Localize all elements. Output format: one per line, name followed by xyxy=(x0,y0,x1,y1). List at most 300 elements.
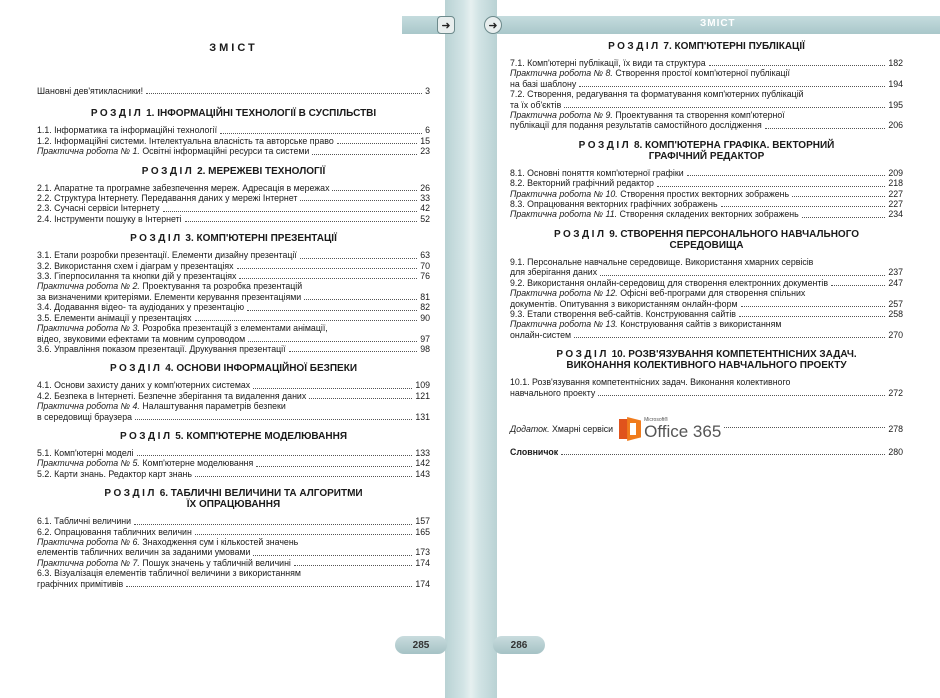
toc-entry[interactable] xyxy=(37,391,430,401)
entry-page: 143 xyxy=(415,468,430,479)
section-gap xyxy=(510,398,903,407)
entry-text: графічних примітивів xyxy=(37,578,124,589)
toc-entry[interactable] xyxy=(37,323,430,333)
entry-label xyxy=(37,313,192,323)
entry-text: 8.3. Опрацювання векторних графічних зображень xyxy=(510,199,718,210)
entry-text: публікації для подання результатів самостійного дослідження xyxy=(510,120,762,131)
entry-text: 1.2. Інформаційні системи. Інтелектуальна власність та авторське право xyxy=(37,135,334,146)
leader-dots xyxy=(579,86,885,87)
section-gap xyxy=(510,340,903,349)
entry-page: 26 xyxy=(420,182,430,193)
entry-text: 2.1. Апаратне та програмне забезпечення мереж. Адресація в мережах xyxy=(37,182,330,193)
entry-page: 227 xyxy=(888,199,903,210)
section-title xyxy=(510,140,903,162)
toc-entry[interactable] xyxy=(37,146,430,156)
leader-dots xyxy=(709,65,886,66)
entry-text: Пошук значень у табличній величині xyxy=(142,557,291,568)
toc-entry[interactable] xyxy=(37,401,430,411)
entry-page: 206 xyxy=(888,120,903,131)
entry-page: 82 xyxy=(420,302,430,313)
entry-text: 5.1. Комп'ютерні моделі xyxy=(37,447,134,458)
leader-dots xyxy=(195,534,412,535)
entry-page: 70 xyxy=(420,260,430,271)
entry-label xyxy=(510,388,595,398)
leader-dots xyxy=(598,395,885,396)
leader-dots xyxy=(802,217,886,218)
entry-label xyxy=(37,547,250,557)
section-gap xyxy=(37,224,430,233)
section-word: РОЗДІЛ xyxy=(90,108,144,120)
leader-dots xyxy=(332,190,417,191)
entry-text: для зберігання даних xyxy=(510,267,598,278)
entry-label xyxy=(37,203,160,213)
leader-dots xyxy=(253,555,412,556)
entry-prefix: Практична робота № 10. xyxy=(510,188,618,199)
leader-dots xyxy=(137,455,413,456)
office-icon xyxy=(619,417,641,441)
logo-office-text: Office 365 xyxy=(644,421,722,441)
entry-label xyxy=(37,568,301,578)
entry-page: 257 xyxy=(888,298,903,309)
toc-entry[interactable] xyxy=(37,558,430,568)
entry-prefix: Практична робота № 2. xyxy=(37,281,140,292)
leader-dots xyxy=(163,211,418,212)
entry-label xyxy=(37,146,309,156)
toc-entry[interactable] xyxy=(37,380,430,390)
toc-entry[interactable] xyxy=(37,537,430,547)
entry-page: 280 xyxy=(888,446,903,457)
entry-page: 76 xyxy=(420,271,430,282)
entry-label xyxy=(37,271,236,281)
toc-entry[interactable] xyxy=(37,516,430,526)
toc-entry[interactable] xyxy=(510,257,903,267)
section-gap xyxy=(37,479,430,488)
arrow-right-icon: ➜ xyxy=(488,19,498,32)
leader-dots xyxy=(337,143,417,144)
toc-entry[interactable] xyxy=(37,579,430,589)
leader-dots xyxy=(237,268,418,269)
entry-text: 3.4. Додавання відео- та аудіоданих у презентацію xyxy=(37,302,245,313)
entry-text: 6.2. Опрацювання табличних величин xyxy=(37,526,192,537)
entry-text: 2.3. Сучасні сервіси Інтернету xyxy=(37,203,160,214)
section-heading-line2: ЇХ ОПРАЦЮВАННЯ xyxy=(186,499,281,511)
leader-dots xyxy=(126,586,412,587)
entry-label xyxy=(510,89,804,99)
toc-entry[interactable] xyxy=(510,319,903,329)
leader-dots xyxy=(657,186,885,187)
section-title xyxy=(510,41,903,52)
toc-entry[interactable] xyxy=(37,86,430,96)
section-heading: 3. КОМП'ЮТЕРНІ ПРЕЗЕНТАЦІЇ xyxy=(185,233,337,245)
entry-page: 90 xyxy=(420,312,430,323)
toc-entry[interactable] xyxy=(510,377,903,387)
leader-dots xyxy=(220,133,422,134)
entry-prefix: Практична робота № 4. xyxy=(37,401,140,412)
entry-label xyxy=(510,309,736,319)
entry-page: 98 xyxy=(420,343,430,354)
toc-entry[interactable] xyxy=(37,125,430,135)
entry-label xyxy=(37,281,302,291)
leader-dots xyxy=(600,275,885,276)
entry-label xyxy=(37,302,244,312)
toc-entry[interactable] xyxy=(510,278,903,288)
entry-page: 97 xyxy=(420,333,430,344)
entry-page: 121 xyxy=(415,390,430,401)
entry-page: 194 xyxy=(888,78,903,89)
next-page-button[interactable] xyxy=(484,16,502,34)
section-gap xyxy=(37,422,430,431)
leader-dots xyxy=(146,93,422,94)
leader-dots xyxy=(135,419,412,420)
section-word: РОЗДІЛ xyxy=(109,363,163,375)
entry-text: Налаштування параметрів безпеки xyxy=(142,401,286,412)
entry-text: 7.1. Комп'ютерні публікації, їх види та структура xyxy=(510,58,706,68)
entry-page: 15 xyxy=(420,135,430,146)
entry-text: 6.1. Табличні величини xyxy=(37,516,132,527)
entry-text: навчального проекту xyxy=(510,387,596,398)
entry-page: 23 xyxy=(420,146,430,157)
toc-entry[interactable] xyxy=(510,299,903,309)
entry-text: 4.1. Основи захисту даних у комп'ютерних системах xyxy=(37,380,251,391)
section-word: РОЗДІЛ xyxy=(141,165,195,177)
entry-text: 3.5. Елементи анімації у презентаціях xyxy=(37,312,192,323)
toc-entry[interactable] xyxy=(510,68,903,78)
toc-entry[interactable] xyxy=(37,568,430,578)
entry-text: на базі шаблону xyxy=(510,78,577,89)
entry-text: елементів табличних величин за заданими умовами xyxy=(37,547,251,558)
right-sections xyxy=(510,41,903,407)
section-gap xyxy=(37,589,430,598)
entry-text: за визначеними критеріями. Елементи керування презентаціями xyxy=(37,291,302,302)
toc-entry[interactable] xyxy=(510,58,903,68)
entry-text: в середовищі браузера xyxy=(37,411,132,422)
toc-entry[interactable] xyxy=(510,79,903,89)
entry-label xyxy=(510,330,571,340)
header-title: ЗМІСТ xyxy=(700,18,736,29)
entry-label xyxy=(37,183,329,193)
entry-page: 42 xyxy=(420,203,430,214)
entry-label xyxy=(37,136,334,146)
entry-text: Конструювання сайтів з використанням xyxy=(620,319,782,330)
entry-label xyxy=(510,319,781,329)
toc-entry[interactable] xyxy=(37,448,430,458)
entry-label xyxy=(37,193,297,203)
toc-entry[interactable] xyxy=(510,178,903,188)
entry-label xyxy=(510,209,799,219)
entry-text: Знаходження сум і кількостей значень xyxy=(142,536,299,547)
toc-entry[interactable] xyxy=(510,209,903,219)
entry-page: 195 xyxy=(888,99,903,110)
section-heading: 5. КОМП'ЮТЕРНЕ МОДЕЛЮВАННЯ xyxy=(175,430,348,442)
entry-label xyxy=(510,120,762,130)
book-spine xyxy=(445,0,497,698)
entry-page: 258 xyxy=(888,308,903,319)
toc-entry[interactable] xyxy=(510,330,903,340)
entry-label xyxy=(37,469,192,479)
appendix-label xyxy=(510,424,613,434)
leader-dots xyxy=(564,107,885,108)
page-title: ЗМІСТ xyxy=(209,42,258,54)
toc-entry[interactable] xyxy=(37,183,430,193)
toc-entry[interactable] xyxy=(510,309,903,319)
toc-entry[interactable] xyxy=(510,199,903,209)
section-word: РОЗДІЛ xyxy=(553,228,607,240)
section-word: РОЗДІЛ xyxy=(119,430,173,442)
toc-entry[interactable] xyxy=(37,281,430,291)
leader-dots xyxy=(239,278,417,279)
entry-label xyxy=(37,516,131,526)
entry-prefix: Практична робота № 1. xyxy=(37,146,140,157)
toc-entry[interactable] xyxy=(510,267,903,277)
entry-text: Освітні інформаційні ресурси та системи xyxy=(142,146,310,157)
section-heading: 1. ІНФОРМАЦІЙНІ ТЕХНОЛОГІЇ В СУСПІЛЬСТВІ xyxy=(146,108,377,120)
entry-text: 3.1. Етапи розробки презентації. Елементи дизайну презентації xyxy=(37,250,297,261)
section-word: РОЗДІЛ xyxy=(130,233,183,245)
entry-prefix: Практична робота № 6. xyxy=(37,536,140,547)
office-365-logo xyxy=(619,417,721,441)
entry-label xyxy=(37,558,291,568)
entry-text: 2.2. Структура Інтернету. Передавання даних у мережі Інтернет xyxy=(37,193,298,204)
toc-entry[interactable] xyxy=(37,214,430,224)
entry-label xyxy=(37,344,286,354)
leader-dots xyxy=(765,128,886,129)
entry-prefix: Практична робота № 3. xyxy=(37,323,140,334)
entry-page: 173 xyxy=(415,547,430,558)
entry-page: 3 xyxy=(425,86,430,96)
entry-label xyxy=(510,189,789,199)
entry-page: 278 xyxy=(888,423,903,434)
leader-dots xyxy=(300,258,417,259)
section-title xyxy=(37,488,430,510)
leader-dots xyxy=(289,351,418,352)
section-heading-line2: ГРАФІЧНИЙ РЕДАКТОР xyxy=(648,150,765,162)
section-heading: 2. МЕРЕЖЕВІ ТЕХНОЛОГІЇ xyxy=(197,165,326,177)
toc-entry[interactable] xyxy=(510,120,903,130)
entry-text: 9.3. Етапи створення веб-сайтів. Конструювання сайтів xyxy=(510,308,736,319)
entry-text: 1.1. Інформатика та інформаційні технології xyxy=(37,125,218,136)
leader-dots xyxy=(721,206,886,207)
leader-dots xyxy=(741,306,886,307)
entry-text: документів. Опитування з використанням онлайн-форм xyxy=(510,298,738,309)
toc-entry[interactable] xyxy=(37,469,430,479)
appendix-prefix: Додаток. xyxy=(510,423,550,434)
leader-dots xyxy=(247,310,417,311)
entry-prefix: Практична робота № 8. xyxy=(510,68,613,79)
logo-microsoft-text: Microsoft® xyxy=(644,416,669,423)
page-number-right: 286 xyxy=(493,636,545,654)
toc-entry[interactable] xyxy=(37,547,430,557)
entry-text: 9.2. Використання онлайн-середовищ для створення електронних документів xyxy=(510,277,829,288)
entry-text: 9.1. Персональне навчальне середовище. Використання хмарних сервісів xyxy=(510,256,814,267)
toc-entry[interactable] xyxy=(510,189,903,199)
entry-text: 3.3. Гіперпосилання та кнопки дій у презентаціях xyxy=(37,271,237,282)
appendix-text: Хмарні сервіси xyxy=(552,423,614,434)
section-title xyxy=(37,108,430,119)
prev-page-button[interactable] xyxy=(437,16,455,34)
section-heading: 8. КОМП'ЮТЕРНА ГРАФІКА. ВЕКТОРНИЙ xyxy=(633,139,835,151)
entry-page: 234 xyxy=(888,209,903,220)
entry-page: 133 xyxy=(415,447,430,458)
toc-entry[interactable] xyxy=(37,313,430,323)
section-word: РОЗДІЛ xyxy=(556,349,609,361)
leader-dots xyxy=(134,524,412,525)
entry-page: 131 xyxy=(415,411,430,422)
entry-text: 5.2. Карти знань. Редактор карт знань xyxy=(37,468,192,479)
section-heading: 6. ТАБЛИЧНІ ВЕЛИЧИНИ ТА АЛГОРИТМИ xyxy=(159,488,363,500)
toc-entry[interactable] xyxy=(37,193,430,203)
toc-entry[interactable] xyxy=(510,110,903,120)
entry-label xyxy=(510,199,718,209)
entry-label xyxy=(37,250,297,260)
section-heading-line2: СЕРЕДОВИЩА xyxy=(669,239,744,251)
section-heading: 10. РОЗВ'ЯЗУВАННЯ КОМПЕТЕНТНІСНИХ ЗАДАЧ. xyxy=(611,349,857,361)
entry-label xyxy=(510,299,738,309)
leader-dots xyxy=(253,388,412,389)
entry-label xyxy=(510,377,790,387)
entry-label xyxy=(510,168,684,178)
entry-text: 7.2. Створення, редагування та форматування комп'ютерних публікацій xyxy=(510,89,804,100)
entry-page: 227 xyxy=(888,188,903,199)
entry-text: Шановні дев'ятикласники! xyxy=(37,86,144,96)
entry-page: 33 xyxy=(420,193,430,204)
page-number-left: 285 xyxy=(395,636,447,654)
entry-label xyxy=(37,334,245,344)
entry-text: Проектування та розробка презентацій xyxy=(142,281,303,292)
leader-dots xyxy=(248,341,417,342)
arrow-right-icon: ➜ xyxy=(441,19,451,32)
glossary-entry[interactable] xyxy=(510,447,903,457)
toc-entry[interactable] xyxy=(37,292,430,302)
entry-text: 10.1. Розв'язування компетентнісних задач. Виконання колективного xyxy=(510,377,791,388)
leader-dots xyxy=(185,221,418,222)
toc-entry[interactable] xyxy=(510,100,903,110)
toc-entry[interactable] xyxy=(37,250,430,260)
section-gap xyxy=(510,220,903,229)
entry-page: 272 xyxy=(888,387,903,398)
section-title xyxy=(37,431,430,442)
section-title xyxy=(37,233,430,244)
entry-label xyxy=(37,323,328,333)
section-title xyxy=(510,349,903,371)
toc-entry[interactable] xyxy=(37,302,430,312)
entry-text: відео, звуковими ефектами та мовним супроводом xyxy=(37,333,246,344)
entry-label xyxy=(37,448,134,458)
left-page xyxy=(37,42,430,598)
section-heading-line2: ВИКОНАННЯ КОЛЕКТИВНОГО НАВЧАЛЬНОГО ПРОЕКТУ xyxy=(566,360,847,372)
leader-dots xyxy=(687,175,886,176)
entry-text: 3.2. Використання схем і діаграм у презентаціях xyxy=(37,260,234,271)
entry-label xyxy=(37,412,132,422)
entry-label xyxy=(37,292,301,302)
glossary-text: Словничок xyxy=(510,446,559,457)
entry-text: 8.2. Векторний графічний редактор xyxy=(510,178,654,189)
left-sections xyxy=(37,108,430,598)
entry-page: 63 xyxy=(420,250,430,261)
entry-label xyxy=(37,537,298,547)
leader-dots xyxy=(724,427,885,428)
section-word: РОЗДІЛ xyxy=(104,488,157,500)
entry-label xyxy=(510,178,654,188)
section-heading: 4. ОСНОВИ ІНФОРМАЦІЙНОЇ БЕЗПЕКИ xyxy=(165,363,358,375)
toc-entry[interactable] xyxy=(37,334,430,344)
entry-label xyxy=(37,458,253,468)
entry-text: Створення простих векторних зображень xyxy=(620,188,790,199)
section-heading: 7. КОМП'ЮТЕРНІ ПУБЛІКАЦІЇ xyxy=(663,41,805,52)
entry-page: 237 xyxy=(888,267,903,278)
entry-page: 6 xyxy=(425,125,430,136)
entry-page: 109 xyxy=(415,380,430,391)
entry-label xyxy=(37,391,306,401)
entry-prefix: Практична робота № 5. xyxy=(37,458,140,469)
leader-dots xyxy=(195,476,412,477)
leader-dots xyxy=(256,466,412,467)
toc-entry[interactable] xyxy=(510,388,903,398)
entry-label xyxy=(510,278,828,288)
entry-page: 165 xyxy=(415,526,430,537)
leader-dots xyxy=(574,337,885,338)
toc-entry[interactable] xyxy=(37,527,430,537)
entry-label xyxy=(37,261,234,271)
section-gap xyxy=(37,157,430,166)
entry-prefix: Практична робота № 7. xyxy=(37,557,140,568)
right-page xyxy=(510,41,903,457)
toc-entry[interactable] xyxy=(510,168,903,178)
leader-dots xyxy=(195,320,418,321)
toc-entry[interactable] xyxy=(37,344,430,354)
entry-label xyxy=(37,125,217,135)
toc-entry[interactable] xyxy=(37,203,430,213)
entry-text: Розробка презентацій з елементами анімації, xyxy=(142,323,328,334)
toc-entry[interactable] xyxy=(37,412,430,422)
entry-page: 182 xyxy=(888,58,903,68)
entry-text: 8.1. Основні поняття комп'ютерної графіки xyxy=(510,167,684,178)
entry-text: Комп'ютерне моделювання xyxy=(142,458,254,469)
section-gap xyxy=(510,131,903,140)
toc-entry[interactable] xyxy=(37,271,430,281)
toc-entry[interactable] xyxy=(37,136,430,146)
entry-label xyxy=(510,79,576,89)
section-heading: 9. СТВОРЕННЯ ПЕРСОНАЛЬНОГО НАВЧАЛЬНОГО xyxy=(609,228,860,240)
entry-text: та їх об'єктів xyxy=(510,99,562,110)
entry-label xyxy=(37,579,123,589)
leader-dots xyxy=(294,565,412,566)
entry-label xyxy=(510,110,785,120)
leader-dots xyxy=(309,398,412,399)
entry-text: Створення складених векторних зображень xyxy=(619,209,799,220)
entry-page: 142 xyxy=(415,458,430,469)
entry-text: Проектування та створення комп'ютерної xyxy=(615,110,785,121)
entry-page: 81 xyxy=(420,291,430,302)
entry-page: 247 xyxy=(888,277,903,288)
entry-label xyxy=(510,267,597,277)
entry-prefix: Практична робота № 11. xyxy=(510,209,618,220)
entry-label xyxy=(37,380,250,390)
toc-entry[interactable] xyxy=(510,288,903,298)
toc-entry[interactable] xyxy=(37,261,430,271)
entry-text: 4.2. Безпека в Інтернеті. Безпечне зберігання та видалення даних xyxy=(37,390,307,401)
entry-page: 157 xyxy=(415,516,430,527)
entry-page: 218 xyxy=(888,178,903,189)
appendix-entry[interactable] xyxy=(510,417,903,441)
toc-entry[interactable] xyxy=(37,458,430,468)
entry-prefix: Практична робота № 12. xyxy=(510,288,618,299)
entry-label xyxy=(510,288,805,298)
entry-text: 2.4. Інструменти пошуку в Інтернеті xyxy=(37,213,182,224)
entry-page: 174 xyxy=(415,557,430,568)
entry-label xyxy=(510,58,706,68)
section-gap xyxy=(37,354,430,363)
toc-entry[interactable] xyxy=(510,89,903,99)
